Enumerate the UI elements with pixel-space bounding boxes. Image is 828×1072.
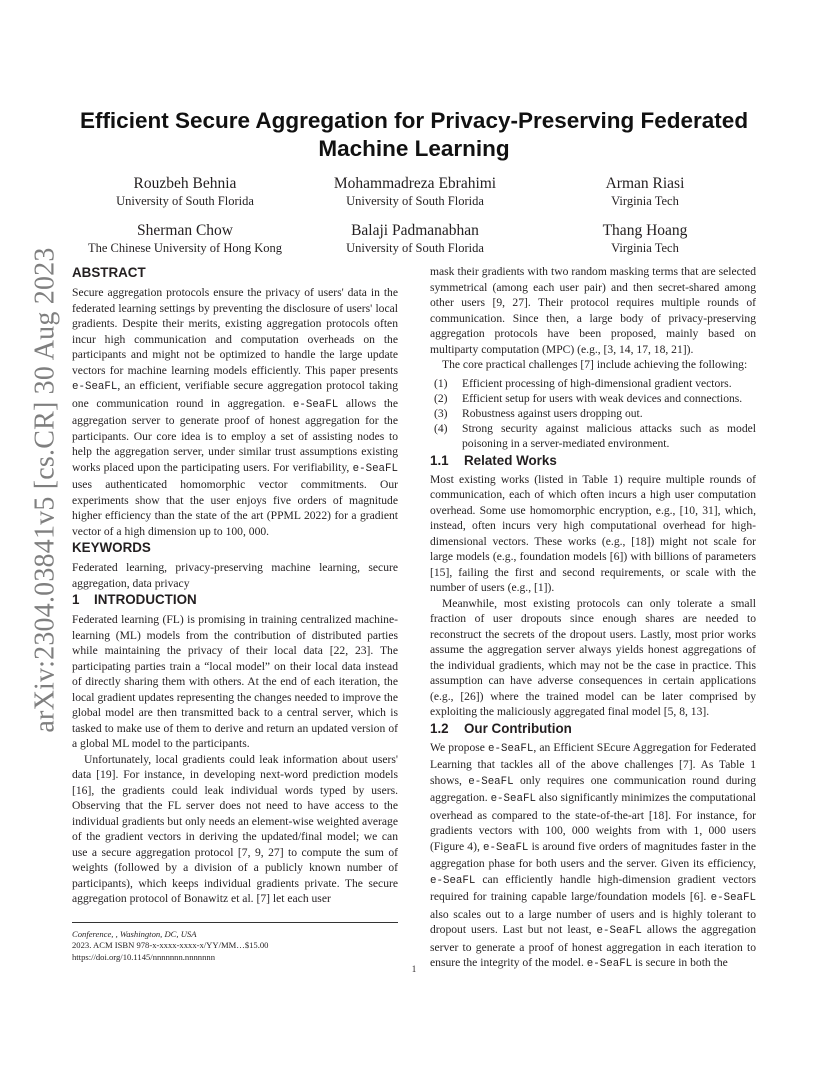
protocol-name: e-SeaFL <box>430 874 476 887</box>
abstract-text-part: allows the aggregation server to generate proof of honest aggregation for the participants. Our core idea is to employ a set of assisting nodes to help the aggregation server, under similar trust assumptions existing works placed upon the participating users. For verifiability, <box>72 396 398 474</box>
contribution-text-part: is secure in both the <box>632 956 728 970</box>
challenges-list <box>430 376 756 452</box>
section-title: INTRODUCTION <box>94 592 197 607</box>
abstract-heading: ABSTRACT <box>72 265 146 280</box>
intro-paragraph-1: Federated learning (FL) is promising in training centralized machine-learning (ML) models from the contribution of distributed parties while maintaining the privacy of their local data [22, 23]. The participating parties train a “local model” on their local data instead of directly sharing them with others. At the end of each iteration, the local gradient updates representing the changes needed to improve the global model are then transmitted back to a central server, which is tasked to make use of them to derive and return an updated version of a global ML model to the participants. <box>72 613 398 750</box>
contribution-heading <box>430 720 756 737</box>
contribution-text-part: also scales out to a large number of users and is highly tolerant to dropout users. Last but not least, <box>430 907 756 937</box>
author-name: Sherman Chow <box>136 222 233 239</box>
left-column <box>72 264 398 907</box>
list-text: Strong security against malicious attacks such as model poisoning in a server-mediated environment. <box>462 422 756 451</box>
intro-paragraph-2: Unfortunately, local gradients could leak information about users' data [19]. For instance, in developing next-word prediction models [16], the gradients could leak individual words typed by users. Observing that the FL server does not need to have access to the individual gradients but only needs an element-wise weighted average of the gradient vectors in deriving the updated/final model; we can use a secure aggregation protocol [7, 9, 27] to compute the sum of weights (followed by a division of a publicly known number of participants), which keeps individual gradients private. The secure aggregation protocol of Bonawitz et al. [7] let each user <box>72 752 398 905</box>
introduction-heading <box>72 591 398 608</box>
section-number: 1.2 <box>430 720 449 736</box>
arxiv-identifier: arXiv:2304.03841v5 [cs.CR] 30 Aug 2023 <box>30 247 62 733</box>
list-text: Efficient setup for users with weak devices and connections. <box>462 391 743 405</box>
contribution-text-part: also significantly minimizes the computational overhead as compared to the state-of-the-art [18]. For instance, for gradients vectors with 100, 000 weights from with 1, 000 users (Figure 4), <box>430 791 756 853</box>
paper-title: Efficient Secure Aggregation for Privacy-Preserving Federated Machine Learning <box>79 108 749 161</box>
list-number: (2) <box>434 391 448 405</box>
list-number: (3) <box>434 406 448 420</box>
list-text: Robustness against users dropping out. <box>462 406 643 420</box>
keywords-heading: KEYWORDS <box>72 540 151 555</box>
author-affiliation: University of South Florida <box>116 194 254 208</box>
protocol-name: e-SeaFL <box>72 381 118 393</box>
intro-paragraph-3: mask their gradients with two random masking terms that are selected symmetrical (among each user pair) and then secret-shared among other users [9, 27]. Their protocol requires multiple rounds of communication. Since then, a large body of privacy-preserving aggregation protocols have been proposed, mainly based on multiparty computation (MPC) (e.g., [3, 14, 17, 18, 21]). <box>430 265 756 356</box>
author <box>300 174 530 209</box>
author-affiliation: The Chinese University of Hong Kong <box>87 241 283 255</box>
author-name: Balaji Padmanabhan <box>351 222 479 239</box>
author <box>70 174 300 209</box>
page-number: 1 <box>411 964 417 974</box>
section-title: Our Contribution <box>464 720 572 736</box>
author-affiliation: Virginia Tech <box>611 241 679 255</box>
right-column <box>430 264 756 973</box>
related-paragraph-2: Meanwhile, most existing protocols can only tolerate a small fraction of user dropouts since enough shares are needed to reconstruct the secrets of the dropout users. Lastly, most prior works assume the aggregation server always yields honest aggregations of the individual gradients, which may not be the case in practice. This assumption can have adverse consequences in certain applications (e.g., [26]) where the trained model can be later comprised by exploiting the maliciously aggregated final model [5, 8, 13]. <box>430 596 756 719</box>
abstract-text <box>72 285 398 539</box>
protocol-name: e-SeaFL <box>586 958 633 971</box>
abstract-text-part: Secure aggregation protocols ensure the privacy of users' data in the federated learning settings by preventing the disclosure of users' local gradients. Despite their merits, existing aggregation protocols often incur high communication and computation overheads on the participants and might not be optimized to handle the large update vectors for machine learning models efficiently. This paper presents <box>72 286 398 377</box>
list-item <box>430 391 756 406</box>
author <box>530 221 760 256</box>
contribution-text-part: We propose <box>430 740 489 754</box>
related-works-heading <box>430 452 756 469</box>
section-number: 1.1 <box>430 452 449 468</box>
protocol-name: e-SeaFL <box>490 793 536 806</box>
list-text: Efficient processing of high-dimensional gradient vectors. <box>462 376 732 390</box>
list-item <box>430 421 756 451</box>
protocol-name: e-SeaFL <box>292 398 339 411</box>
author-name: Arman Riasi <box>605 175 685 192</box>
protocol-name: e-SeaFL <box>710 892 756 905</box>
protocol-name: e-SeaFL <box>483 841 529 854</box>
list-number: (4) <box>434 422 448 436</box>
abstract-text-part: , an efficient, verifiable secure aggregation protocol taking one communication round in aggregation. <box>72 379 398 410</box>
protocol-name: e-SeaFL <box>488 742 534 755</box>
isbn-line: 2023. ACM ISBN 978-x-xxxx-xxxx-x/YY/MM…$15.00 <box>72 940 269 951</box>
section-number: 1 <box>72 592 80 607</box>
protocol-name: e-SeaFL <box>352 462 398 475</box>
section-title: Related Works <box>464 452 557 468</box>
protocol-name: e-SeaFL <box>468 775 514 788</box>
author-block <box>70 174 760 256</box>
author-affiliation: Virginia Tech <box>611 194 679 208</box>
list-item <box>430 376 756 391</box>
author-name: Rouzbeh Behnia <box>133 175 237 192</box>
contribution-text-part: can efficiently handle high-dimension gradient vectors required for training capable large/foundation models [6]. <box>430 872 756 904</box>
contribution-text-part: is around five orders of magnitudes faster in the aggregation phase for both users and the server. Given its efficiency, <box>430 839 756 871</box>
author-affiliation: University of South Florida <box>346 194 484 208</box>
arxiv-watermark <box>18 247 74 733</box>
protocol-name: e-SeaFL <box>596 925 642 938</box>
contribution-paragraph <box>430 740 756 973</box>
doi-link[interactable]: https://doi.org/10.1145/nnnnnnn.nnnnnnn <box>72 951 215 962</box>
related-paragraph-1: Most existing works (listed in Table 1) require multiple rounds of communication, each of which often incurs a high user computation overhead. Some use homomorphic encryption, e.g., [10, 31], which, instead, often incurs very high computational overhead for high-dimensional vectors. These works (e.g., [18]) might not scale for large models (e.g., foundation models [6]) with billions of parameters [15], failing the first and second requirements, or scale with the number of users (e.g., [1]). <box>430 472 756 595</box>
conference-line: Conference, , Washington, DC, USA <box>72 929 197 939</box>
abstract-text-part: uses authenticated homomorphic vector commitments. Our experiments show that the user enjoys five orders of magnitude higher efficiency than the state of the art (PPML 2022) for a gradient vector of a high dimension up to 100, 000. <box>72 478 398 538</box>
contribution-text-part: only requires one communication round during aggregation. <box>430 773 756 805</box>
footnote-block <box>72 922 398 963</box>
author-name: Thang Hoang <box>602 222 688 239</box>
keywords-text: Federated learning, privacy-preserving machine learning, secure aggregation, data privacy <box>72 561 398 590</box>
author-name: Mohammadreza Ebrahimi <box>333 175 497 192</box>
author <box>300 221 530 256</box>
author-affiliation: University of South Florida <box>346 241 484 255</box>
list-number: (1) <box>434 376 448 390</box>
contribution-text-part: , an Efficient SEcure Aggregation for Federated Learning that tackles all of the above challenges [7]. As Table 1 shows, <box>430 740 756 787</box>
author <box>530 174 760 209</box>
list-item <box>430 406 756 421</box>
author <box>70 221 300 256</box>
intro-paragraph-4: The core practical challenges [7] include achieving the following: <box>442 358 748 371</box>
contribution-text-part: allows the aggregation server to generate a proof of honest aggregation in each iteration to ensure the integrity of the model. <box>430 923 756 970</box>
